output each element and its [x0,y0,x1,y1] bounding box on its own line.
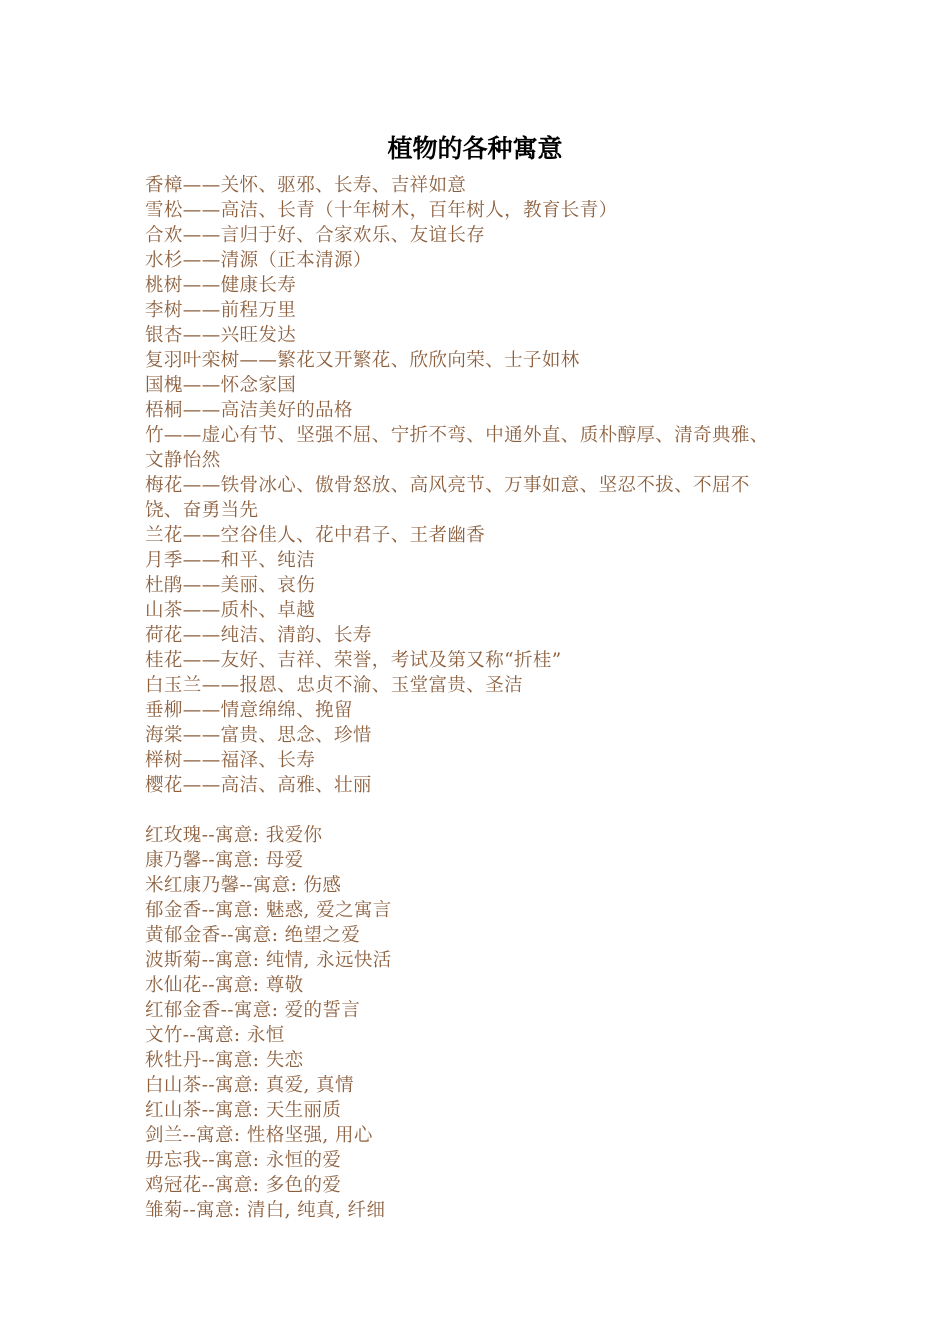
text-line: 竹——虚心有节、坚强不屈、宁折不弯、中通外直、质朴醇厚、清奇典雅、 [145,425,769,446]
text-line: 樱花——高洁、高雅、壮丽 [145,775,372,796]
text-line: 榉树——福泽、长寿 [145,750,316,771]
text-line: 红山茶--寓意: 天生丽质 [145,1100,342,1121]
text-line: 毋忘我--寓意: 永恒的爱 [145,1150,342,1171]
text-line: 波斯菊--寓意: 纯情, 永远快活 [145,950,392,971]
text-line: 月季——和平、纯洁 [145,550,316,571]
text-line: 桃树——健康长寿 [145,275,297,296]
text-line: 海棠——富贵、思念、珍惜 [145,725,372,746]
text-line: 白山茶--寓意: 真爱, 真情 [145,1075,354,1096]
text-line: 水杉——清源（正本清源） [145,250,372,271]
text-line: 红郁金香--寓意: 爱的誓言 [145,1000,361,1021]
text-line: 复羽叶栾树——繁花又开繁花、欣欣向荣、士子如林 [145,350,580,371]
text-line: 水仙花--寓意: 尊敬 [145,975,304,996]
text-line: 杜鹃——美丽、哀伤 [145,575,316,596]
text-line: 米红康乃馨--寓意: 伤感 [145,875,342,896]
text-line: 李树——前程万里 [145,300,297,321]
text-line: 黄郁金香--寓意: 绝望之爱 [145,925,361,946]
paragraph-gap [145,798,825,823]
text-line: 鸡冠花--寓意: 多色的爱 [145,1175,342,1196]
text-line: 饶、奋勇当先 [145,500,259,521]
text-line: 红玫瑰--寓意: 我爱你 [145,825,323,846]
text-line: 桂花——友好、吉祥、荣誉，考试及第又称“折桂” [145,650,562,671]
text-line: 雪松——高洁、长青（十年树木，百年树人，教育长青） [145,200,618,221]
text-line: 荷花——纯洁、清韵、长寿 [145,625,372,646]
text-line: 郁金香--寓意: 魅惑, 爱之寓言 [145,900,392,921]
text-line: 合欢——言归于好、合家欢乐、友谊长存 [145,225,486,246]
text-line: 文竹--寓意: 永恒 [145,1025,285,1046]
text-line: 秋牡丹--寓意: 失恋 [145,1050,304,1071]
text-line: 剑兰--寓意: 性格坚强, 用心 [145,1125,373,1146]
text-line: 文静怡然 [145,450,221,471]
text-line: 康乃馨--寓意: 母爱 [145,850,304,871]
text-line: 银杏——兴旺发达 [145,325,297,346]
text-line: 梅花——铁骨冰心、傲骨怒放、高风亮节、万事如意、坚忍不拔、不屈不 [145,475,750,496]
text-line: 国槐——怀念家国 [145,375,297,396]
text-line: 山茶——质朴、卓越 [145,600,316,621]
document-title: 植物的各种寓意 [387,134,563,163]
document-body [145,173,825,1223]
text-line: 香樟——关怀、驱邪、长寿、吉祥如意 [145,175,467,196]
text-line: 雏菊--寓意: 清白, 纯真, 纤细 [145,1200,386,1221]
text-line: 垂柳——情意绵绵、挽留 [145,700,353,721]
text-line: 白玉兰——报恩、忠贞不渝、玉堂富贵、圣洁 [145,675,524,696]
text-line: 梧桐——高洁美好的品格 [145,400,353,421]
text-line: 兰花——空谷佳人、花中君子、王者幽香 [145,525,486,546]
